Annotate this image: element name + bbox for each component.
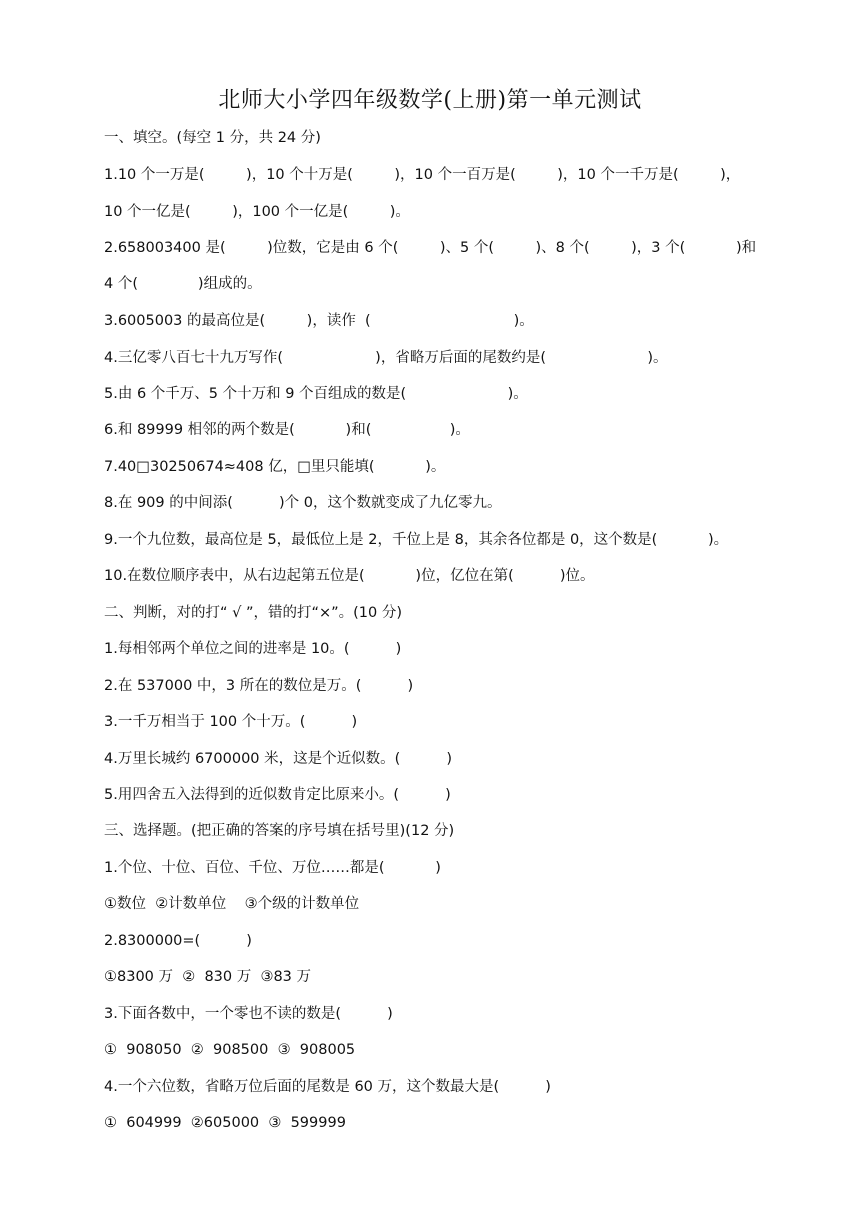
question-line: 4.万里长城约 6700000 米，这是个近似数。( ) [104,751,453,767]
question-line: 2.8300000=( ) [104,933,252,949]
question-line: 4.一个六位数，省略万位后面的尾数是 60 万，这个数最大是( ) [104,1079,551,1095]
section-heading-fill-blank: 一、填空。(每空 1 分，共 24 分) [104,130,321,146]
question-line: 3.下面各数中，一个零也不读的数是( ) [104,1006,393,1022]
section-heading-true-false: 二、判断，对的打“ √ ”，错的打“×”。(10 分) [104,605,403,621]
question-line: 5.用四舍五入法得到的近似数肯定比原来小。( ) [104,787,451,803]
question-line: 1.每相邻两个单位之间的进率是 10。( ) [104,641,402,657]
answer-options: ①数位 ②计数单位 ③个级的计数单位 [104,896,360,912]
question-line: 10 个一亿是( )，100 个一亿是( )。 [104,204,410,220]
question-line: 1.10 个一万是( )，10 个十万是( )，10 个一百万是( )，10 个一千万是( )， [104,167,741,183]
question-line: 4.三亿零八百七十九万写作( )，省略万后面的尾数约是( )。 [104,350,668,366]
question-line: 3.一千万相当于 100 个十万。( ) [104,714,358,730]
question-line: 2.在 537000 中，3 所在的数位是万。( ) [104,678,414,694]
section-heading-multiple-choice: 三、选择题。(把正确的答案的序号填在括号里)(12 分) [104,823,455,839]
answer-options: ①8300 万 ② 830 万 ③83 万 [104,969,312,985]
exam-title: 北师大小学四年级数学(上册)第一单元测试 [218,88,642,113]
question-line: 1.个位、十位、百位、千位、万位……都是( ) [104,860,441,876]
question-line: 5.由 6 个千万、5 个十万和 9 个百组成的数是( )。 [104,386,528,402]
question-line: 10.在数位顺序表中，从右边起第五位是( )位，亿位在第( )位。 [104,568,595,584]
answer-options: ① 908050 ② 908500 ③ 908005 [104,1042,356,1058]
question-line: 8.在 909 的中间添( )个 0，这个数就变成了九亿零九。 [104,495,502,511]
question-line: 3.6005003 的最高位是( )，读作 ( )。 [104,313,534,329]
answer-options: ① 604999 ②605000 ③ 599999 [104,1115,346,1131]
question-line: 2.658003400 是( )位数，它是由 6 个( )、5 个( )、8 个( )，3 个( )和 [104,240,757,256]
question-line: 9.一个九位数，最高位是 5，最低位上是 2，千位上是 8，其余各位都是 0，这个数是( )。 [104,532,729,548]
question-line: 7.40□30250674≈408 亿，□里只能填( )。 [104,459,446,475]
question-line: 4 个( )组成的。 [104,276,262,292]
question-line: 6.和 89999 相邻的两个数是( )和( )。 [104,422,470,438]
